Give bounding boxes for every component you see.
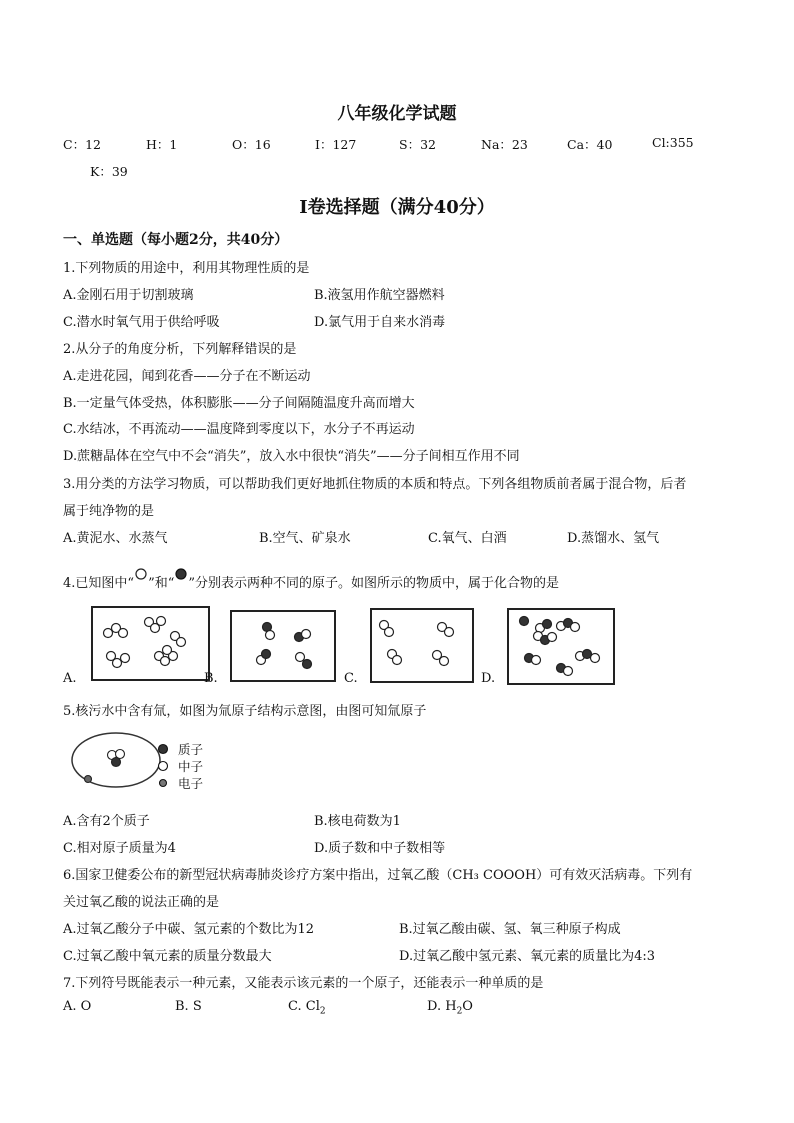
diagram-box-a <box>91 606 210 681</box>
q3-option-a: A.黄泥水、水蒸气 <box>63 531 168 546</box>
atomic-mass-k: K：39 <box>90 164 128 179</box>
q6-stem-line1: 6.国家卫健委公布的新型冠状病毒肺炎诊疗方案中指出，过氧乙酸（CH₃ COOOH）可有效灭活病毒。下列有 <box>63 868 693 883</box>
q7-option-c-text: C. Cl <box>288 999 320 1014</box>
q4-stem-part-a: 4.已知图中“ <box>63 576 135 591</box>
atomic-mass-h: H：1 <box>146 137 178 152</box>
q7-option-d-text: D. H <box>427 999 457 1014</box>
q1-option-b: B.液氢用作航空器燃料 <box>314 288 445 303</box>
q7-option-d-suffix: O <box>462 999 473 1014</box>
q4-label-c: C. <box>344 671 358 686</box>
legend-proton-label: 质子 <box>178 742 204 757</box>
diagram-box-c <box>370 608 474 683</box>
section-title: I卷选择题（满分40分） <box>299 197 495 218</box>
q6-stem-line2: 关过氧乙酸的说法正确的是 <box>63 895 220 910</box>
q4-stem <box>63 567 559 591</box>
q4-label-b: B. <box>204 671 218 686</box>
q4-stem-part-b: ”和“ <box>148 576 175 591</box>
q7-option-c <box>288 999 326 1017</box>
q2-option-c: C.水结冰，不再流动——温度降到零度以下，水分子不再运动 <box>63 422 415 437</box>
atomic-mass-na: Na：23 <box>481 137 528 152</box>
q3-option-d: D.蒸馏水、氢气 <box>567 531 660 546</box>
q2-stem: 2.从分子的角度分析，下列解释错误的是 <box>63 342 297 357</box>
page-title: 八年级化学试题 <box>337 104 457 124</box>
q1-option-c: C.潜水时氧气用于供给呼吸 <box>63 315 220 330</box>
black-atom-icon <box>174 567 188 581</box>
q6-option-a: A.过氧乙酸分子中碳、氢元素的个数比为12 <box>63 922 315 937</box>
diagram-box-b <box>230 610 336 682</box>
molecule-diagram-d <box>509 610 613 683</box>
q5-option-c: C.相对原子质量为4 <box>63 841 176 856</box>
atomic-mass-c: C：12 <box>63 137 101 152</box>
q7-option-b: B. S <box>175 999 202 1014</box>
electron-legend-icon <box>156 776 170 790</box>
q7-stem: 7.下列符号既能表示一种元素，又能表示该元素的一个原子，还能表示一种单质的是 <box>63 976 544 991</box>
q7-option-c-subscript: 2 <box>319 1006 326 1017</box>
q5-stem: 5.核污水中含有氚，如图为氚原子结构示意图，由图可知氚原子 <box>63 704 427 719</box>
diagram-box-d <box>507 608 615 685</box>
q5-option-d: D.质子数和中子数相等 <box>314 841 446 856</box>
atomic-mass-ca: Ca：40 <box>567 137 613 152</box>
molecule-diagram-c <box>372 610 472 681</box>
molecule-diagram-a <box>93 608 208 679</box>
q5-option-a: A.含有2个质子 <box>63 814 150 829</box>
legend-neutron-label: 中子 <box>178 759 204 774</box>
proton-legend-icon <box>156 742 170 756</box>
q4-label-a: A. <box>63 671 77 686</box>
legend-electron-label: 电子 <box>178 776 204 791</box>
q2-option-a: A.走进花园，闻到花香——分子在不断运动 <box>63 369 311 384</box>
q4-stem-part-c: ”分别表示两种不同的原子。如图所示的物质中，属于化合物的是 <box>188 576 560 591</box>
q5-option-b: B.核电荷数为1 <box>314 814 401 829</box>
q2-option-b: B.一定量气体受热，体积膨胀——分子间隔随温度升高而增大 <box>63 396 415 411</box>
q7-option-a: A. O <box>63 999 92 1014</box>
atomic-mass-i: I：127 <box>315 137 357 152</box>
q6-option-b: B.过氧乙酸由碳、氢、氧三种原子构成 <box>399 922 621 937</box>
atomic-mass-s: S：32 <box>399 137 436 152</box>
q6-option-d: D.过氧乙酸中氢元素、氧元素的质量比为4:3 <box>399 949 656 964</box>
molecule-diagram-b <box>232 612 334 680</box>
q1-option-a: A.金刚石用于切割玻璃 <box>63 288 194 303</box>
atomic-mass-cl: Cl:355 <box>652 135 694 150</box>
q7-option-d-subscript: 2 <box>456 1006 463 1017</box>
q3-stem-line1: 3.用分类的方法学习物质，可以帮助我们更好地抓住物质的本质和特点。下列各组物质前者属于混合物，后者 <box>63 477 687 492</box>
q3-option-b: B.空气、矿泉水 <box>259 531 351 546</box>
part-title: 一、单选题（每小题2分，共40分） <box>63 232 289 248</box>
neutron-legend-icon <box>156 759 170 773</box>
q6-option-c: C.过氧乙酸中氧元素的质量分数最大 <box>63 949 272 964</box>
q3-stem-line2: 属于纯净物的是 <box>63 504 155 519</box>
q7-option-d <box>427 999 473 1017</box>
tritium-atom-diagram <box>66 728 166 793</box>
q3-option-c: C.氧气、白酒 <box>428 531 507 546</box>
atomic-mass-o: O：16 <box>232 137 271 152</box>
q1-option-d: D.氯气用于自来水消毒 <box>314 315 446 330</box>
white-atom-icon <box>134 567 148 581</box>
q2-option-d: D.蔗糖晶体在空气中不会“消失”，放入水中很快“消失”——分子间相互作用不同 <box>63 449 520 464</box>
q1-stem: 1.下列物质的用途中，利用其物理性质的是 <box>63 261 310 276</box>
q4-label-d: D. <box>481 671 496 686</box>
